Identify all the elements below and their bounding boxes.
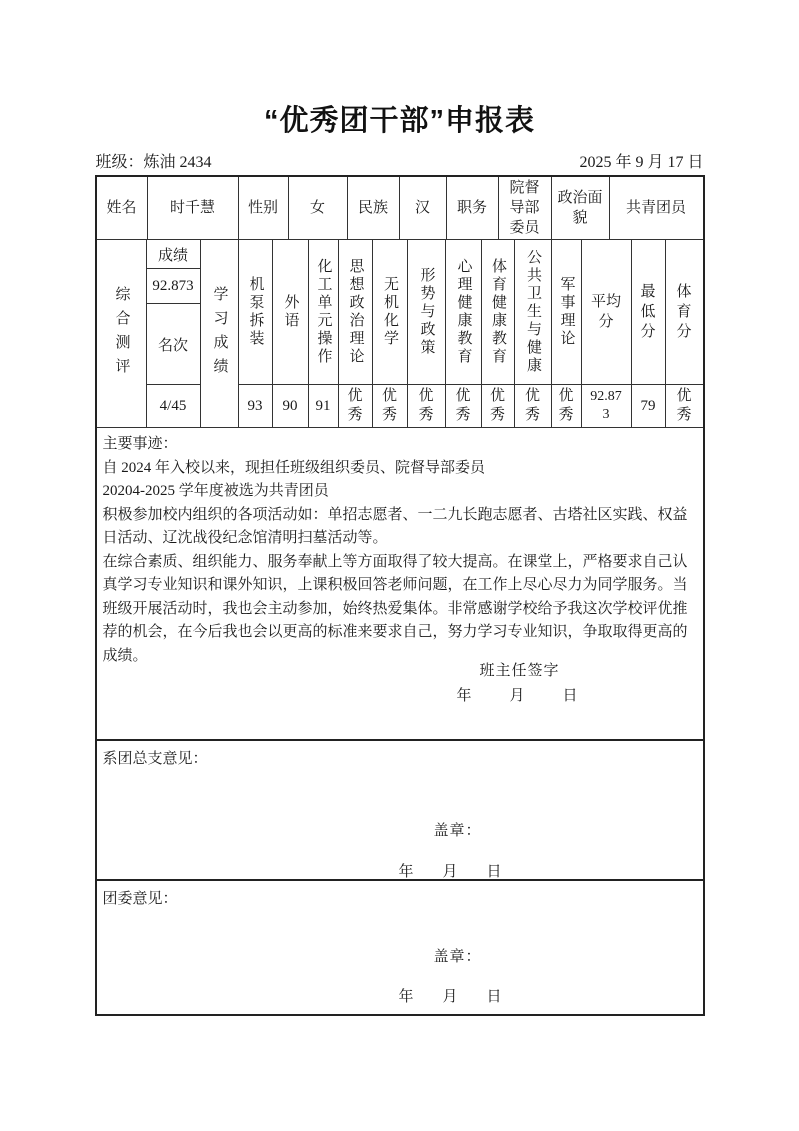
month-label: 月: [509, 688, 525, 704]
subject-header: 化工单元操作: [309, 240, 338, 385]
political-label-cell: 政治面貌: [552, 177, 610, 239]
info-row: [97, 177, 703, 240]
achievement-line: 20204-2025 学年度被选为共青团员: [102, 483, 329, 499]
day-label: 日: [486, 864, 502, 880]
political-value-cell: 共青团员: [625, 199, 686, 216]
day-label: 日: [486, 989, 502, 1005]
year-label: 年: [398, 864, 414, 880]
subject-score: 93: [247, 397, 263, 414]
subject-column: [309, 240, 339, 427]
application-form-page: [95, 0, 705, 1016]
subject-column: [339, 240, 373, 427]
dept-league-opinion-label: 系团总支意见：: [102, 751, 208, 767]
study-score-label-cell: 学习成绩: [201, 240, 239, 427]
subject-score: 优秀: [347, 388, 363, 423]
seal-label: 盖章：: [433, 949, 482, 965]
gender-value-cell: 女: [289, 177, 348, 239]
subject-header: 军事理论: [552, 240, 581, 385]
subject-header: 形势与政策: [408, 240, 445, 385]
subject-header: 公共卫生与健康: [515, 240, 551, 385]
league-committee-opinion-label: 团委意见：: [102, 891, 178, 907]
subject-header: 外语: [273, 240, 308, 385]
teacher-signature-label: 班主任签字: [479, 663, 560, 679]
subject-header: 体育健康教育: [482, 240, 514, 385]
month-label: 月: [442, 989, 458, 1005]
day-label: 日: [562, 688, 578, 704]
score-label-cell: 成绩: [147, 240, 200, 269]
subject-score: 优秀: [455, 388, 471, 423]
subject-column: [373, 240, 408, 427]
evaluation-section: [97, 240, 703, 428]
subject-header: 思想政治理论: [339, 240, 372, 385]
date-ymd: [399, 985, 502, 1006]
date-ymd: [399, 860, 502, 881]
rank-value-cell: 4/45: [159, 397, 187, 414]
subject-column: [552, 240, 582, 427]
position-label-cell: 职务: [447, 177, 499, 239]
gender-label-cell: 性别: [239, 177, 289, 239]
achievement-line: 自 2024 年入校以来，现担任班级组织委员、院督导部委员: [102, 459, 486, 476]
pe-score-value: 优秀: [676, 388, 692, 423]
subject-column: [408, 240, 446, 427]
pe-score-header: 体育分: [666, 240, 703, 385]
dept-league-opinion-section: [97, 741, 703, 881]
subject-score: 优秀: [558, 388, 574, 423]
average-score-column: [582, 240, 632, 427]
achievement-line: 在综合素质、组织能力、服务奉献上等方面取得了较大提高。在课堂上，严格要求自己认真学习专业知识和课外知识，上课积极回答老师问题，在工作上尽心尽力为同学服务。当班级开展活动时，我也会主动参加，始终热爱集体。非常感谢学校给予我这次学校评优推荐的机会，在今后我也会以更高的标准来要求自己，努力学习专业知识，争取取得更高的成绩。: [102, 553, 688, 664]
achievements-label: 主要事迹：: [102, 436, 178, 452]
average-score-header: 平均分: [582, 240, 631, 385]
pe-score-column: [666, 240, 703, 427]
year-label: 年: [456, 688, 472, 704]
month-label: 月: [442, 864, 458, 880]
ethnicity-label-cell: 民族: [348, 177, 400, 239]
rank-label-cell: 名次: [147, 304, 200, 385]
achievements-section: [97, 428, 703, 741]
meta-row: [95, 149, 705, 172]
subject-score: 90: [282, 397, 298, 414]
seal-label: 盖章：: [433, 823, 482, 839]
subject-column: [273, 240, 309, 427]
subject-column: [515, 240, 552, 427]
class-field: 班级：炼油 2434: [95, 154, 212, 171]
subject-header: 机泵拆装: [239, 240, 272, 385]
subject-header: 无机化学: [373, 240, 407, 385]
average-score-value: 92.873: [590, 389, 622, 422]
subject-score: 优秀: [381, 388, 397, 423]
form-table: [95, 175, 705, 1016]
lowest-score-header: 最低分: [632, 240, 665, 385]
date-ymd: [457, 685, 578, 709]
subject-score: 91: [315, 397, 331, 414]
name-value-cell: 时千慧: [148, 177, 239, 239]
page-title: “优秀团干部”申报表: [263, 105, 535, 137]
achievement-line: 积极参加校内组织的各项活动如：单招志愿者、一二九长跑志愿者、古塔社区实践、权益日活动、辽沈战役纪念馆清明扫墓活动等。: [102, 506, 688, 546]
subject-score: 优秀: [418, 388, 434, 423]
position-value-cell: 院督导部委员: [499, 177, 552, 239]
subject-score: 优秀: [489, 388, 505, 423]
lowest-score-column: [632, 240, 666, 427]
subject-column: [482, 240, 515, 427]
subject-score: 优秀: [524, 388, 540, 423]
subject-column: [446, 240, 482, 427]
name-label-cell: 姓名: [97, 177, 148, 239]
subject-column: [239, 240, 273, 427]
evaluation-section-label-cell: 综合测评: [97, 240, 147, 427]
ethnicity-value-cell: 汉: [400, 177, 447, 239]
subject-header: 心理健康教育: [446, 240, 481, 385]
year-label: 年: [398, 989, 414, 1005]
score-rank-column: [147, 240, 201, 427]
score-value-cell: 92.873: [147, 269, 200, 304]
date-field: 2025 年 9 月 17 日: [579, 154, 704, 171]
lowest-score-value: 79: [640, 397, 656, 414]
league-committee-opinion-section: [97, 881, 703, 1014]
